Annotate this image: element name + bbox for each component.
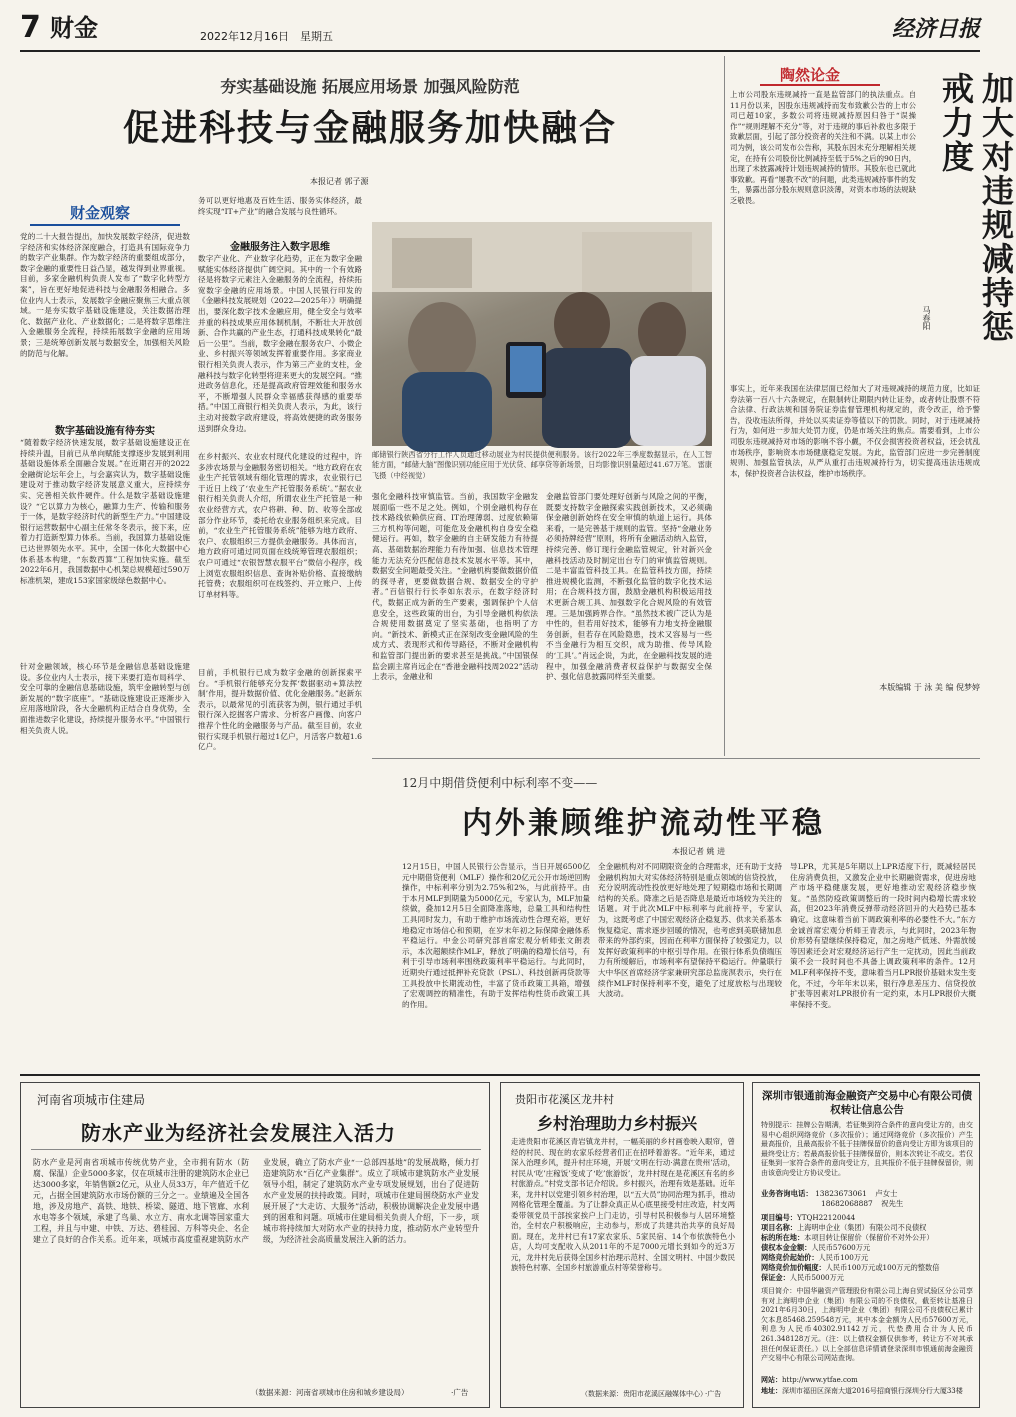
contact-phone-2: 18682068887 [821, 1199, 873, 1208]
field-value: 人民币57600万元 [811, 1243, 871, 1252]
article2-headline: 内外兼顾维护流动性平稳 [462, 806, 825, 841]
website-row [761, 1375, 973, 1386]
ad-henan-rule [31, 1149, 481, 1150]
ad-henan [20, 1082, 490, 1408]
field-row [761, 1273, 973, 1283]
contact-label: 业务咨询电话： [761, 1189, 813, 1198]
column-tag-label: 财金观察 [70, 204, 131, 222]
lead-col2-text2: 在乡村振兴、农业农村现代化建设的过程中，许多涉农场景与金融服务密切相关。“地方政府在农业生产托管领域有细化管理的需求，农业银行已于近日上线了‘农业生产托管服务系统’。”据农业银行相关负责人介绍，所谓农业生产托管是一种农业经营方式，农户将耕、种、防、收等全部或部分作业环节，委托给农业服务组织来完成。目前，“农业生产托管服务系统”能够为地方政府、农户、农服组织三方提供金融服务。具体而言，地方政府可通过同页面在线统筹管理农服组织；农户可通过“农银智慧农服平台”微信小程序，线上浏览农服组织信息、查询补贴价格、直接缴纳托管费；农服组织可在线签约、开立账户、上传订单材料等。 [198, 452, 362, 599]
column-tag [30, 200, 180, 226]
field-value: 人民币100万元 [818, 1253, 869, 1262]
article2 [372, 760, 980, 1070]
contact-name-2: 祝先生 [881, 1199, 904, 1208]
commentary [730, 56, 1015, 756]
article2-col2: 全金融机构对不同期限资金的合理需求，还有助于支持金融机构加大对实体经济特别是重点领域的信贷投放，充分说明流动性投放更好地处理了短期稳市场和长期调结构的关系。降准之后是否降息是最近市场较为关注的话题。对于此次MLF中标利率与此前持平，专家认为，这既考虑了中国宏观经济企稳复苏、供求关系基本恢复稳定、需求逐步回暖的情况，也考虑到美联储加息带来的外部约束，因而在利率方面保持了较强定力，以发挥好政策利率的中枢引导作用。在银行体系负债端压力有所缓解后，市场利率有望保持平稳运行。仲量联行大中华区首席经济学家兼研究部总监庞溟表示，央行在续作MLF时保持利率不变，避免了过度放松与出现较大波动。 [598, 862, 782, 999]
website-link[interactable]: http://www.ytfae.com [782, 1376, 858, 1384]
section-title: 财金 [50, 13, 98, 42]
lead-col2-text3: 目前，手机银行已成为数字金融的创新探索平台。“手机银行能够充分发挥‘数据驱动+算法控制’作用，提升数据价值、优化金融服务。”赵新东表示，以最常见的引流获客为例，银行通过手机银行深入挖掘客户需求、分析客户画像、向客户推荐个性化的金融服务与产品。截至目前，农业银行实现手机银行超过1亿户，月活客户数超1.6亿户。 [198, 668, 362, 752]
lead-col1-subhead1: 数字基础设施有待夯实 [55, 426, 155, 437]
article2-kicker: 12月中期借贷便利中标利率不变—— [402, 776, 598, 790]
field-row [761, 1233, 973, 1243]
commentary-text1: 上市公司股东违规减持一直是监管部门的执法重点。自11月份以来，因股东违规减持而发布致歉公告的上市公司已超10家，多数公司将违规减持原因归咎于“误操作”“规则理解不充分”等，对于违规的事后补救也多限于致歉层面，引起了部分投资者的关注和不满。以某上市公司为例，该公司发布公告称，其股东因未充分理解相关规定，在持有公司股份比例减持至低于5%之后的90日内，出现了未披露减持计划违规减持的情形。其股东也已就此事致歉。再看“屡教不改”的问题，此类违规减持事件的发生，暴露出部分股东规则意识淡薄，对资本市场的法规缺乏敬畏。 [730, 90, 916, 205]
field-label: 网络竞价加价幅度： [761, 1263, 826, 1272]
lead-col1-text2: 针对金融领域，核心环节是金融信息基础设施建设。多位业内人士表示，接下来要打造布局科学、安全可靠的金融信息基础设施，筑牢金融转型与创新发展的“数字底座”。“基础设施建设正逐渐步入应用落地阶段，各大金融机构正结合自身优势，全面推进数字化建设，持续提升服务水平。”中国银行相关负责人说。 [20, 662, 190, 735]
field-row [761, 1213, 973, 1223]
article2-col1: 12月15日，中国人民银行公告显示，当日开展6500亿元中期借贷便利（MLF）操作和20亿元公开市场逆回购操作，中标利率分别为2.75%和2%，与此前持平。由于本月MLF到期量为5000亿元，专家认为，MLF加量续做，叠加12月5日全面降准落地，总量工具和结构性工具同时发力，有助于维护市场流动性合理充裕，更好地稳定市场信心和预期，在岁末年初之际保障金融体系平稳运行。中金公司研究部首席宏观分析师张文朗表示，本次超额续作MLF，释放了明确的稳增长信号，有利于引导市场利率围绕政策利率平稳运行。与此同时，近期央行通过抵押补充贷款（PSL）、科技创新再贷款等工具投放中长期流动性，丰富了货币政策工具箱，增强了宏观调控的精准性，有助于发挥结构性货币政策工具的作用。 [402, 862, 590, 1009]
page-number: 7 [20, 10, 41, 45]
ad-shenzhen-contact [761, 1189, 973, 1209]
contact-row-2 [761, 1199, 973, 1209]
masthead-rule [20, 50, 980, 52]
ad-henan-text: 防水产业是河南省项城市传统优势产业，全市拥有防水（防腐、保温）企业5000多家，仅在项城市注册的建筑防水企业已达3000多家，年销售额2亿元，从业人员33万，年产值近千亿元，占据全国建筑防水市场份额的三分之一。业绩遍及全国各地，涉及房地产、高铁、地铁、桥梁、隧道、地下管廊、水利水电等多个领域，承建了鸟巢、水立方、南水北调等国家重大工程，并且与中建、中铁、万达、碧桂园、万科等央企、名企建立了良好的合作关系。近年来，项城市高度重视建筑防水产业发展，确立了防水产业“一总部四基地”的发展战略，倾力打造建筑防水“百亿产业集群”。成立了项城市建筑防水产业发展领导小组，制定了建筑防水产业专项发展规划，出台了促进防水产业发展的扶持政策。同时，项城市住建局围绕防水产业发展开展了“大走访、大服务”活动，积极协调解决企业发展中遇到的困难和问题。项城市住建局相关负责人介绍，下一步，项城市将持续加大对防水产业的扶持力度，推动防水产业转型升级，为经济社会高质量发展注入新的活力。 [33, 1158, 479, 1244]
ad-guiyang-text: 走进贵阳市花溪区青岩镇龙井村，一幅美丽的乡村画卷映入眼帘，曾经的村民、现在的农家乐经营者们正在招呼着游客。“近年来，通过深入治理乡风，提升村庄环境，开展‘文明在行动·满意在贵州’活动，村民从‘吃’庄稼饭’变成了‘吃’旅游饭’，龙井村现在是花溪区有名的乡村旅游点。”村党支部书记介绍说。乡村振兴，治理有效是基础。近年来，龙井村以党建引领乡村治理，以“五大员”协同治理为抓手，推动网格化管理全覆盖。为了让群众真正从心底里接受村庄改造，村支两委带领党员干部挨家挨户上门走访，引导村民积极参与人居环境整治，全村农户积极响应，主动参与，形成了共建共治共享的良好局面。现在，龙井村已有17家农家乐、5家民宿、14个布依族特色小店，人均可支配收入从2011年的不足7000元增长到如今的近3万元，龙井村先后获得全国乡村治理示范村、全国文明村、中国少数民族特色村寨、全国乡村旅游重点村等荣誉称号。 [511, 1137, 735, 1272]
ad-guiyang-headline: 乡村治理助力乡村振兴 [537, 1114, 698, 1133]
article2-col3: 导LPR，尤其是5年期以上LPR适度下行，既减轻居民住房消费负担，又激发企业中长期融资需求，促进房地产市场平稳健康发展，更好地推动宏观经济稳步恢复。“虽然防疫政策调整后的一段时间内稳增长需求较高，但2023年消费反弹带动经济回升的大趋势已基本确定。这意味着当前下调政策利率的必要性不大。”东方金诚首席宏观分析师王青表示，与此同时，2023年物价形势有望继续保持稳定，加之房地产低迷、外需放缓等因素还会对宏观经济运行产生一定扰动，因此当前政策不会一段时间也不具备上调政策利率的条件。12月MLF利率保持不变，意味着当月LPR报价基础未发生变化，不过，今年年末以来，银行净息差压力、信贷投放扩张等因素对LPR报价有一定约束，本月LPR报价大概率保持不变。 [790, 862, 976, 1009]
contact-row-1 [761, 1189, 973, 1199]
field-label: 债权本金金额： [761, 1243, 812, 1252]
commentary-headline [936, 72, 1015, 372]
commentary-headline-text: 加大对违规减持惩戒力度 [937, 72, 1015, 344]
ads-top-rule [20, 1074, 980, 1076]
lead-photo [372, 222, 712, 446]
ad-guiyang-mark: ·广告 [705, 1390, 722, 1398]
page-editors: 本版编辑 于 泳 美 编 倪梦婷 [879, 683, 980, 692]
ad-guiyang [500, 1082, 744, 1408]
address-row [761, 1386, 973, 1397]
masthead [20, 10, 980, 48]
ad-shenzhen-fields [761, 1213, 973, 1283]
field-value: 本项目转让保留价（保留价不对外公开） [804, 1233, 934, 1242]
field-label: 网络竞价起始价： [761, 1253, 819, 1262]
field-row [761, 1253, 973, 1263]
field-row [761, 1223, 973, 1233]
field-label: 项目名称： [761, 1223, 797, 1232]
commentary-author: 马春阳 [922, 306, 931, 330]
website-label: 网站： [761, 1375, 782, 1384]
contact-name-1: 卢女士 [875, 1189, 898, 1198]
ad-shenzhen-footer [761, 1375, 973, 1396]
ad-guiyang-credit: （数据来源：贵阳市花溪区融媒体中心） [581, 1390, 707, 1398]
address-value: 深圳市福田区深南大道2016号招商银行深圳分行大厦33楼 [782, 1386, 963, 1395]
lead-col3-text: 强化金融科技审慎监管。当前，我国数字金融发展面临一些不足之处。例如，个别金融机构存在技术路线依赖供应商、IT治理薄弱、过度依赖第三方机构等问题，可能危及金融机构自身安全稳健运行。再如，数字金融的自主研发能力有待提高、基础数据治理能力有待加强、信息技术管理能力无法充分匹配信息技术发展水平等。其中，数据安全问题最受关注。“金融机构要做数据价值的探寻者，更要做数据合规、数据安全的守护者。”百信银行行长李如东表示，在数字经济时代，数据正成为新的生产要素，强调保护个人信息安全，这些政策的出台，为引导金融机构依法合规使用数据奠定了坚实基础，也指明了方向。“新技术、新模式正在深刻改变金融风险的生成方式、表现形式和传导路径，不断对金融机构和监管部门提出新的要求甚至是挑战。”中国银保监会副主席肖远企在“香港金融科技周2022”活动上表示，金融业和 [372, 492, 538, 682]
field-value: 人民币100万元或100万元的整数倍 [825, 1263, 940, 1272]
lead-headline: 促进科技与金融服务加快融合 [122, 108, 617, 149]
field-row [761, 1243, 973, 1253]
field-value: YTQH22120044 [796, 1213, 856, 1222]
field-label: 项目编号： [761, 1213, 797, 1222]
commentary-tag [760, 62, 880, 86]
lead-byline: 本报记者 郭子源 [310, 177, 369, 186]
issue-weekday: 星期五 [300, 30, 333, 43]
paper-logo: 经济日报 [891, 16, 980, 42]
ad-guiyang-location: 贵阳市花溪区龙井村 [515, 1093, 614, 1106]
lead-col2-text1: 数字产业化、产业数字化趋势，正在为数字金融赋能实体经济提供广阔空间。其中的一个有效路径是将数字元素注入金融服务的全流程，持续拓宽数字金融的应用场景。中国人民银行印发的《金融科技发展规划（2022—2025年）》明确提出，要深化数字技术金融应用，健全安全与效率并重的科技成果应用体制机制，不断壮大开放创新、合作共赢的产业生态，打通科技成果转化“最后一公里”。当前，数字金融在服务农户、小微企业、乡村振兴等领域发挥着重要作用。多家商业银行相关负责人表示，作为第三产业的支柱，金融科技与数字化转型将迎来更大的发展空间。“推进政务信息化，还是提高政府管理效能和服务水平，不断增强人民群众幸福感获得感的重要举措。”中国工商银行相关负责人表示，为此，该行主动对接数字政府建设，将高效便捷的政务服务送到群众身边。 [198, 254, 362, 433]
ad-henan-mark: ·广告 [451, 1388, 469, 1397]
issue-date: 2022年12月16日 [200, 30, 289, 43]
ad-shenzhen-intro: 特别提示：挂牌公告期满，若征集到符合条件的意向受让方的，由交易中心组织网络竞价（多次报价）；通过网络竞价（多次报价）产生最高报价，且最高报价不低于挂牌保留价的意向受让方即为该项目的最终受让方；若最高报价低于挂牌保留价，则本次转让不成交。若仅征集到一家符合条件的意向受让方，且其报价不低于挂牌保留价，则由该意向受让方协议受让。 [761, 1121, 973, 1177]
ad-henan-headline: 防水产业为经济社会发展注入活力 [81, 1121, 396, 1145]
ad-shenzhen-body: 项目简介：中国华融资产管理股份有限公司上海自贸试验区分公司享有对上海明申企业（集团）有限公司的不良债权，截至转让基准日2021年6月30日，上海明申企业（集团）有限公司不良债权已累计欠本息85468.259548万元，其中本金金额为人民币57600万元，利息为人民币40302.91142万元，代垫费用合计为人民币261.348128万元。（注：以上债权金额仅供参考，转让方不对其承担任何保证责任。）以上全部信息详情请登录深圳市银通前海金融资产交易中心有限公司网站查询。 [761, 1287, 973, 1363]
commentary-text2: 事实上，近年来我国在法律层面已经加大了对违规减持的规范力度，比如证券法第一百八十六条规定，在限制转让期限内转让证券，或者转让股票不符合法律、行政法规和国务院证券监督管理机构规定的，责令改正，给予警告，没收违法所得，并处以买卖证券等值以下的罚款。同时，对于违规减持行为，如何进一步加大处罚力度，仍是市场关注的焦点。需要看到，上市公司股东违规减持对市场的影响不容小觑，不仅会损害投资者权益，还会扰乱市场秩序，影响资本市场健康稳定发展。为此，监管部门应进一步完善制度规则、加强监管执法，从严从重打击违规减持行为，切实提高违法违规成本，保护投资者合法权益，维护市场秩序。 [730, 384, 980, 478]
field-label: 保证金： [761, 1273, 790, 1282]
lead-article [20, 56, 720, 796]
lead-photo-caption: 邮储银行陕西省分行工作人员通过移动展业为村民提供便利服务。该行2022年三季度数据显示，在人工智能方面，“邮储大脑”图像识别功能应用于光伏贷、邮享贷等新场景，日均影像识别量超过41.67万笔。 雷康飞摄（中经视觉） [372, 450, 712, 480]
article2-byline: 本报记者 姚 进 [672, 847, 726, 856]
field-value: 上海明申企业（集团）有限公司不良债权 [796, 1223, 927, 1232]
article2-top-rule [372, 758, 980, 759]
field-row [761, 1263, 973, 1273]
lead-col4-text: 金融监管部门要处理好创新与风险之间的平衡，既要支持数字金融探索实践创新技术，又必须确保金融创新始终在安全审慎的轨道上运行。具体来看，一是完善基于规则的监管。坚持“金融业务必须持牌经营”原则，将所有金融活动纳入监管，持续完善、修订现行金融监管规定，针对新兴金融科技活动及时制定出台专门的审慎监管规则。二是丰富监管科技工具。在监管科技方面，持续推进规模化监测，不断强化监管的数字化技术运用；在合规科技方面，鼓励金融机构积极运用技术更新合规工具、加强数字化合规风险的有效管理。三是加强跨界合作。“虽然技术被广泛认为是中性的，但若用好技术，能够有力地支持金融服务创新，但若存在风险隐患，技术又容易与一些不当金融行为相互交织，成为助推、传导风险的‘工具’。”肖远企说，为此，在金融科技发展的进程中，加强金融消费者权益保护与数据安全保护、强化信息披露同样至关重要。 [546, 492, 712, 682]
photo-illustration [372, 222, 712, 446]
commentary-tag-label: 陶然论金 [780, 66, 841, 84]
lead-col1-text1: “随着数字经济快速发展，数字基础设施建设正在持续升温，目前已从单向赋能支撑逐步发展到利用基础设施体系全面融合发展。”在近期召开的2022金融街论坛年会上，与会嘉宾认为，数字基础设施建设对于推动数字经济发展意义重大，应持续夯实、完善相关软件硬件。什么是数字基础设施建设？“它以算力为核心，融算力生产、传输和服务于一体，是数字经济时代的新型生产力。”中国建设银行运营数据中心副主任常冬冬表示，接下来，应着力打造新型算力体系。当前，我国算力基础设施已达世界领先水平。其中，全国一体化大数据中心体系基本构建，“东数西算”工程加快实施。截至2022年6月，我国数据中心机架总规模超过590万标准机架，建成153家国家级绿色数据中心。 [20, 438, 190, 585]
lead-col2-subhead1: 金融服务注入数字思维 [230, 242, 330, 253]
lead-kicker: 夯实基础设施 拓展应用场景 加强风险防范 [220, 77, 520, 96]
ad-shenzhen-title: 深圳市银通前海金融资产交易中心有限公司债权转让信息公告 [762, 1090, 972, 1116]
field-value: 人民币5000万元 [789, 1273, 844, 1282]
ad-shenzhen [752, 1082, 980, 1408]
ad-henan-location: 河南省项城市住建局 [37, 1093, 146, 1107]
field-label: 标的所在地： [761, 1233, 805, 1242]
ad-henan-credit: （数据来源：河南省项城市住房和城乡建设局） [251, 1388, 409, 1397]
lead-right-rule [724, 56, 725, 756]
contact-phone-1: 13823673061 [815, 1189, 867, 1198]
lead-col2-top: 务可以更好地惠及百姓生活、服务实体经济，最终实现“IT+产业”的融合发展与良性循环。 [198, 196, 362, 216]
address-label: 地址： [761, 1385, 782, 1395]
lead-col1-intro: 党的二十大报告提出，加快发展数字经济，促进数字经济和实体经济深度融合，打造具有国际竞争力的数字产业集群。作为数字经济的重要组成部分，数字金融的重要性日益凸显，越发得到业界重视。目前，多家金融机构负责人发布了“数字化转型方案”，旨在更好地促进科技与金融服务相融合。多位业内人士表示，发展数字金融应聚焦三大重点领域。一是夯实数字基础设施建设，关注数据治理化、数据产业化、产业数据化；二是将数字思维注入金融服务全流程，持续拓展数字金融的应用场景；三是统筹创新发展与数据安全，加强相关风险的防范与化解。 [20, 232, 190, 358]
